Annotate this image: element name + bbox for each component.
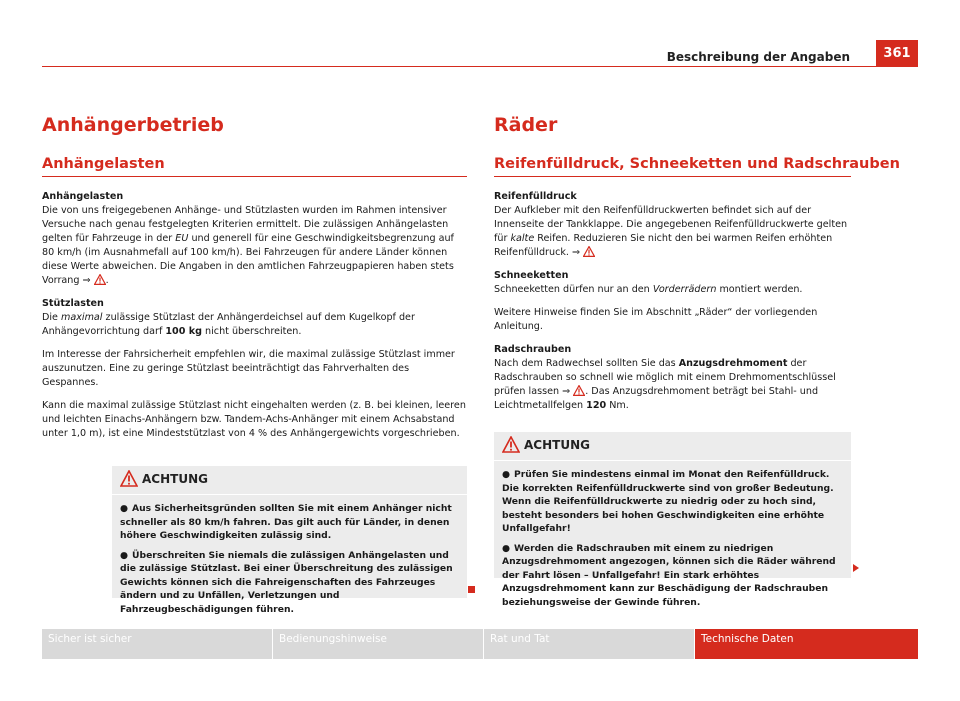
warning-item: ● Überschreiten Sie niemals die zulässigen Anhängelasten und die zulässige Stützlast. Bei einer Überschreitung des zulässigen Gewichts können sich die Fahreigenschaften des Fahrzeuges ändern und zu Unfällen, Verletzungen und Fahrzeugbeschädigungen führen. [120, 549, 453, 615]
section-title-reifenfuelldruck: Reifenfülldruck, Schneeketten und Radschrauben [494, 156, 900, 172]
warning-triangle-icon [583, 246, 595, 257]
subheading: Reifenfülldruck [494, 191, 577, 202]
warning-label: ACHTUNG [524, 438, 590, 452]
paragraph: Die maximal zulässige Stützlast der Anhängerdeichsel auf dem Kugelkopf der Anhängevorrichtung darf 100 kg nicht überschreiten. [42, 312, 415, 337]
header-rule [42, 66, 918, 67]
warning-triangle-icon [502, 436, 520, 453]
warning-triangle-icon [94, 274, 106, 285]
subheading: Schneeketten [494, 270, 569, 281]
chapter-title-anhaengerbetrieb: Anhängerbetrieb [42, 114, 224, 136]
end-of-section-marker [468, 586, 475, 593]
subheading: Stützlasten [42, 298, 104, 309]
warning-box-right [494, 432, 851, 608]
footer-tab-technische-daten[interactable]: Technische Daten [695, 629, 918, 659]
running-header-title: Beschreibung der Angaben [666, 50, 850, 64]
paragraph: Die von uns freigegebenen Anhänge- und Stützlasten wurden im Rahmen intensiver Versuche nach genau festgelegten Kriterien ermittelt. Die zulässigen Anhängelasten gelten für Fahrzeuge in der EU und generell für eine Geschwindigkeitsbegrenzung auf 80 km/h (im Ausnahmefall auf 100 km/h). Bei Fahrzeugen für andere Länder können diese Werte abweichen. Die Angaben in den amtlichen Fahrzeugpapieren haben stets Vorrang ⇒ . [42, 205, 454, 286]
footer-tab-rat-und-tat[interactable]: Rat und Tat [484, 629, 694, 659]
section-rule [494, 176, 851, 177]
warning-label: ACHTUNG [142, 472, 208, 486]
warning-item: ● Aus Sicherheitsgründen sollten Sie mit einem Anhänger nicht schneller als 80 km/h fahren. Das gilt auch für Länder, in denen höhere Geschwindigkeiten zulässig sind. [120, 503, 452, 541]
left-body [42, 190, 467, 450]
right-body [494, 190, 850, 422]
section-title-anhaengelasten: Anhängelasten [42, 156, 165, 172]
paragraph: Im Interesse der Fahrsicherheit empfehlen wir, die maximal zulässige Stützlast immer auszunutzen. Eine zu geringe Stützlast beeinträchtigt das Fahrverhalten des Gespannes. [42, 349, 455, 388]
footer-tab-bedienungshinweise[interactable]: Bedienungshinweise [273, 629, 483, 659]
paragraph: Nach dem Radwechsel sollten Sie das Anzugsdrehmoment der Radschrauben so schnell wie möglich mit einem Drehmomentschlüssel prüfen lassen ⇒ . Das Anzugsdrehmoment beträgt bei Stahl- und Leichtmetallfelgen 120 Nm. [494, 358, 836, 411]
warning-item: ● Werden die Radschrauben mit einem zu niedrigen Anzugsdrehmoment angezogen, können sich die Räder während der Fahrt lösen – Unfallgefahr! Ein stark erhöhtes Anzugsdrehmoment kann zur Beschädigung der Radschrauben beziehungsweise der Gewinde führen. [502, 542, 836, 608]
warning-triangle-icon [120, 470, 138, 487]
page-number: 361 [876, 40, 918, 67]
subheading: Radschrauben [494, 344, 572, 355]
warning-triangle-icon [573, 385, 585, 396]
warning-item: ● Prüfen Sie mindestens einmal im Monat den Reifenfülldruck. Die korrekten Reifenfülldruckwerte sind von großer Bedeutung. Wenn die Reifenfülldruckwerte zu niedrig oder zu hoch sind, besteht besonders bei hohen Geschwindigkeiten eine erhöhte Unfallgefahr! [502, 469, 834, 534]
chapter-title-raeder: Räder [494, 114, 558, 136]
subheading: Anhängelasten [42, 191, 124, 202]
warning-box-left [112, 466, 467, 615]
continue-arrow-icon [852, 563, 860, 573]
paragraph: Der Aufkleber mit den Reifenfülldruckwerten befindet sich auf der Innenseite der Tankklappe. Die angegebenen Reifenfülldruckwerte gelten für kalte Reifen. Reduzieren Sie nicht den bei warmen Reifen erhöhten Reifenfülldruck. ⇒ [494, 205, 848, 258]
warning-header [112, 466, 467, 494]
paragraph: Kann die maximal zulässige Stützlast nicht eingehalten werden (z. B. bei kleinen, leeren und leichten Einachs-Anhängern bzw. Tandem-Achs-Anhänger mit einem Achsabstand unter 1,0 m), ist eine Mindeststützlast von 4 % des Anhängergewichts vorgeschrieben. [42, 400, 466, 439]
footer-tab-sicher-ist-sicher[interactable]: Sicher ist sicher [42, 629, 272, 659]
paragraph: Weitere Hinweise finden Sie im Abschnitt „Räder“ der vorliegenden Anleitung. [494, 307, 818, 332]
section-rule [42, 176, 467, 177]
warning-header [494, 432, 851, 460]
paragraph: Schneeketten dürfen nur an den Vorderrädern montiert werden. [494, 284, 803, 295]
